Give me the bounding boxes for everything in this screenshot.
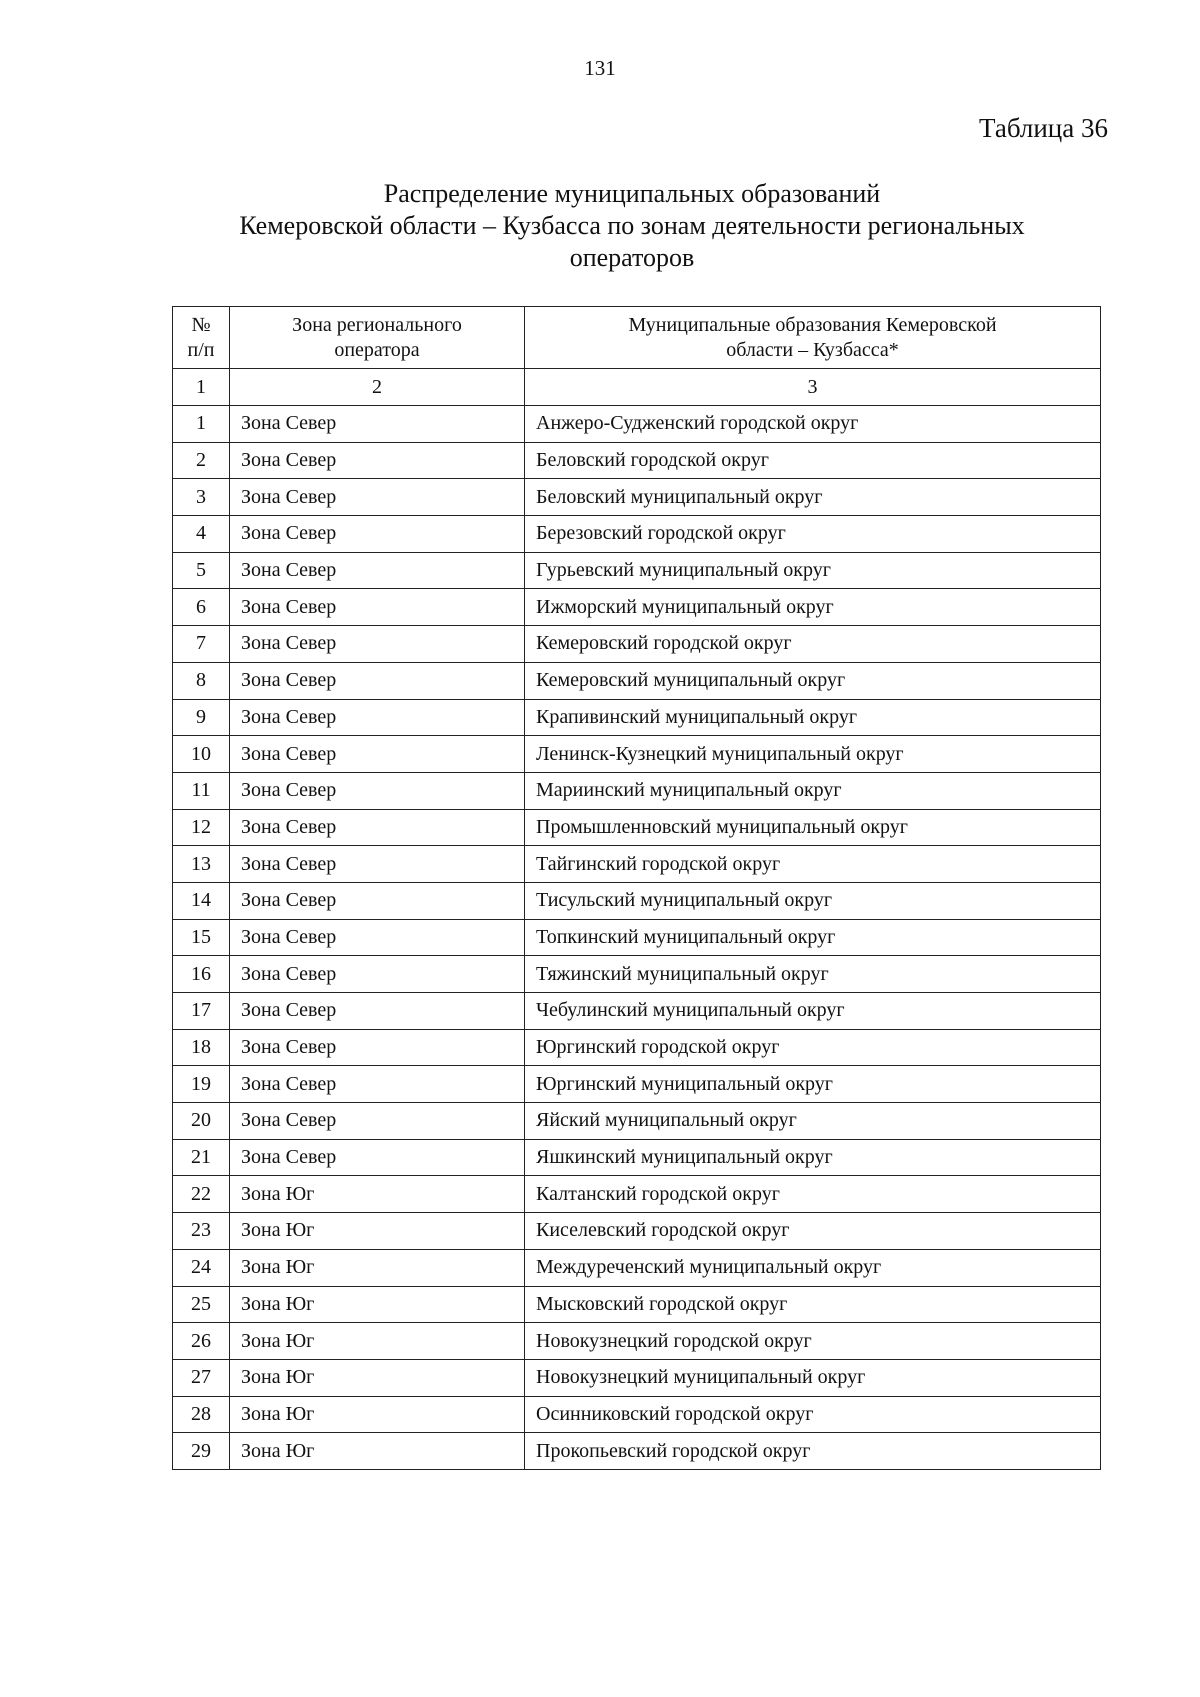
header-number — [173, 307, 230, 369]
row-municipality: Киселевский городской округ — [525, 1213, 1101, 1250]
row-municipality: Кемеровский городской округ — [525, 626, 1101, 663]
table-row — [173, 1103, 1101, 1140]
row-zone: Зона Юг — [230, 1433, 525, 1470]
row-number: 5 — [173, 552, 230, 589]
table-row — [173, 552, 1101, 589]
table-row — [173, 626, 1101, 663]
row-zone: Зона Север — [230, 809, 525, 846]
table-label: Таблица 36 — [979, 113, 1108, 143]
header-municipality-line2: области – Кузбасса* — [726, 338, 899, 361]
row-zone: Зона Юг — [230, 1213, 525, 1250]
column-index: 2 — [230, 369, 525, 406]
table-header-row — [173, 307, 1101, 369]
table-row — [173, 1359, 1101, 1396]
table-row — [173, 736, 1101, 773]
row-municipality: Ленинск-Кузнецкий муниципальный округ — [525, 736, 1101, 773]
row-municipality: Ижморский муниципальный округ — [525, 589, 1101, 626]
row-number: 22 — [173, 1176, 230, 1213]
header-zone — [230, 307, 525, 369]
row-number: 7 — [173, 626, 230, 663]
table-row — [173, 1323, 1101, 1360]
row-number: 27 — [173, 1359, 230, 1396]
row-zone: Зона Север — [230, 699, 525, 736]
row-number: 21 — [173, 1139, 230, 1176]
row-number: 19 — [173, 1066, 230, 1103]
title-line: Распределение муниципальных образований — [383, 179, 881, 208]
table-row — [173, 1139, 1101, 1176]
row-zone: Зона Юг — [230, 1176, 525, 1213]
row-number: 11 — [173, 772, 230, 809]
row-number: 1 — [173, 406, 230, 443]
row-zone: Зона Юг — [230, 1396, 525, 1433]
row-number: 28 — [173, 1396, 230, 1433]
table-row — [173, 1433, 1101, 1470]
header-number-line2: п/п — [187, 338, 215, 361]
row-number: 18 — [173, 1029, 230, 1066]
table-row — [173, 1176, 1101, 1213]
row-number: 2 — [173, 442, 230, 479]
row-number: 26 — [173, 1323, 230, 1360]
table-row — [173, 956, 1101, 993]
table-row — [173, 406, 1101, 443]
row-zone: Зона Юг — [230, 1323, 525, 1360]
row-zone: Зона Север — [230, 956, 525, 993]
table-row — [173, 809, 1101, 846]
row-zone: Зона Север — [230, 1029, 525, 1066]
table-row — [173, 846, 1101, 883]
row-number: 16 — [173, 956, 230, 993]
table-body — [173, 406, 1101, 1470]
row-zone: Зона Север — [230, 479, 525, 516]
table-row — [173, 1249, 1101, 1286]
table-row — [173, 1029, 1101, 1066]
row-number: 13 — [173, 846, 230, 883]
row-zone: Зона Север — [230, 626, 525, 663]
table-row — [173, 882, 1101, 919]
table-row — [173, 442, 1101, 479]
row-municipality: Яйский муниципальный округ — [525, 1103, 1101, 1140]
row-municipality: Беловский городской округ — [525, 442, 1101, 479]
row-zone: Зона Север — [230, 772, 525, 809]
table-row — [173, 1213, 1101, 1250]
row-municipality: Осинниковский городской округ — [525, 1396, 1101, 1433]
row-number: 10 — [173, 736, 230, 773]
table-row — [173, 1066, 1101, 1103]
table-row — [173, 589, 1101, 626]
title-line: Кемеровской области – Кузбасса по зонам деятельности региональных — [239, 211, 1025, 240]
row-number: 6 — [173, 589, 230, 626]
row-municipality: Беловский муниципальный округ — [525, 479, 1101, 516]
row-municipality: Тисульский муниципальный округ — [525, 882, 1101, 919]
row-municipality: Юргинский муниципальный округ — [525, 1066, 1101, 1103]
row-municipality: Анжеро-Судженский городской округ — [525, 406, 1101, 443]
row-municipality: Междуреченский муниципальный округ — [525, 1249, 1101, 1286]
row-number: 8 — [173, 662, 230, 699]
row-number: 12 — [173, 809, 230, 846]
row-municipality: Новокузнецкий муниципальный округ — [525, 1359, 1101, 1396]
row-zone: Зона Север — [230, 406, 525, 443]
row-number: 9 — [173, 699, 230, 736]
row-number: 25 — [173, 1286, 230, 1323]
row-municipality: Промышленновский муниципальный округ — [525, 809, 1101, 846]
row-zone: Зона Север — [230, 919, 525, 956]
row-municipality: Новокузнецкий городской округ — [525, 1323, 1101, 1360]
table-row — [173, 662, 1101, 699]
row-number: 15 — [173, 919, 230, 956]
row-number: 3 — [173, 479, 230, 516]
municipalities-table — [172, 306, 1101, 1470]
row-municipality: Чебулинский муниципальный округ — [525, 993, 1101, 1030]
table-row — [173, 1286, 1101, 1323]
table-row — [173, 1396, 1101, 1433]
row-zone: Зона Юг — [230, 1249, 525, 1286]
header-zone-line2: оператора — [334, 338, 420, 361]
row-zone: Зона Север — [230, 993, 525, 1030]
header-municipality — [525, 307, 1101, 369]
row-municipality: Прокопьевский городской округ — [525, 1433, 1101, 1470]
table-row — [173, 699, 1101, 736]
row-zone: Зона Север — [230, 736, 525, 773]
table-row — [173, 919, 1101, 956]
row-zone: Зона Север — [230, 589, 525, 626]
row-zone: Зона Север — [230, 516, 525, 553]
header-municipality-line1: Муниципальные образования Кемеровской — [628, 313, 997, 336]
row-number: 23 — [173, 1213, 230, 1250]
column-index-row — [173, 369, 1101, 406]
row-municipality: Крапивинский муниципальный округ — [525, 699, 1101, 736]
table-row — [173, 479, 1101, 516]
row-zone: Зона Север — [230, 846, 525, 883]
row-municipality: Кемеровский муниципальный округ — [525, 662, 1101, 699]
header-number-line1: № — [191, 313, 211, 336]
row-number: 4 — [173, 516, 230, 553]
row-municipality: Калтанский городской округ — [525, 1176, 1101, 1213]
row-municipality: Яшкинский муниципальный округ — [525, 1139, 1101, 1176]
row-zone: Зона Север — [230, 662, 525, 699]
row-number: 14 — [173, 882, 230, 919]
table-row — [173, 993, 1101, 1030]
row-municipality: Топкинский муниципальный округ — [525, 919, 1101, 956]
row-municipality: Березовский городской округ — [525, 516, 1101, 553]
row-municipality: Гурьевский муниципальный округ — [525, 552, 1101, 589]
row-zone: Зона Юг — [230, 1359, 525, 1396]
row-municipality: Тайгинский городской округ — [525, 846, 1101, 883]
row-zone: Зона Север — [230, 882, 525, 919]
table-row — [173, 772, 1101, 809]
row-municipality: Мариинский муниципальный округ — [525, 772, 1101, 809]
row-zone: Зона Север — [230, 552, 525, 589]
row-municipality: Тяжинский муниципальный округ — [525, 956, 1101, 993]
title-line: операторов — [569, 243, 695, 272]
row-number: 24 — [173, 1249, 230, 1286]
row-zone: Зона Юг — [230, 1286, 525, 1323]
row-municipality: Мысковский городской округ — [525, 1286, 1101, 1323]
table-row — [173, 516, 1101, 553]
row-zone: Зона Север — [230, 1103, 525, 1140]
row-zone: Зона Север — [230, 1066, 525, 1103]
column-index: 3 — [525, 369, 1101, 406]
row-municipality: Юргинский городской округ — [525, 1029, 1101, 1066]
row-zone: Зона Север — [230, 1139, 525, 1176]
page-number: 131 — [584, 56, 616, 80]
column-index: 1 — [173, 369, 230, 406]
row-number: 29 — [173, 1433, 230, 1470]
row-number: 20 — [173, 1103, 230, 1140]
document-title — [100, 178, 1164, 274]
row-zone: Зона Север — [230, 442, 525, 479]
header-zone-line1: Зона регионального — [292, 313, 462, 336]
row-number: 17 — [173, 993, 230, 1030]
